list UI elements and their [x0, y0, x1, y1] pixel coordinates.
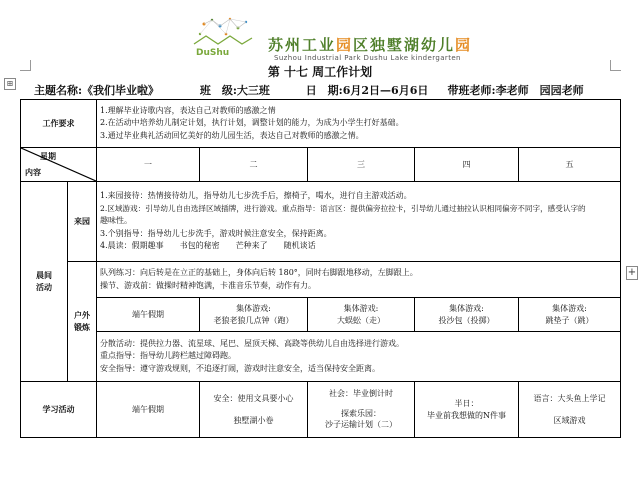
work-requirements-cell [97, 100, 621, 148]
learning-mon: 端午假期 [97, 382, 200, 438]
day-header-tue: 二 [200, 148, 308, 182]
outdoor-mon: 端午假期 [97, 298, 200, 332]
school-logo [190, 14, 473, 62]
work-requirement-item: 3.通过毕业典礼活动回忆美好的幼儿园生活，表达自己对教师的感激之情。 [100, 130, 364, 140]
outdoor-tue: 集体游戏: 老狼老狼几点钟（跑） [200, 298, 308, 332]
theme-name: 主题名称:《我们毕业啦》 [34, 84, 160, 97]
arrival-cell [97, 182, 621, 262]
work-requirement-item: 1.理解毕业诗歌内容，表达自己对教师的感激之情 [100, 105, 276, 115]
scatter-item: 重点指导：指导幼儿跨栏越过障碍跑。 [100, 351, 236, 361]
date-range: 日 期:6月2日—6月6日 [305, 84, 429, 97]
brand-name-cn: 苏州工业园区独墅湖幼儿园 [268, 36, 473, 54]
learning-thu: 半日： 毕业前我想做的N件事 [415, 382, 519, 438]
arrival-item: 1.来园接待：热情接待幼儿，指导幼儿七步洗手后，擦椅子，喝水，进行自主游戏活动。 [100, 191, 412, 201]
learning-fri: 语言：大头鱼上学记 区域游戏 [519, 382, 621, 438]
arrival-item: 2.区域游戏：引导幼儿自由选择区域插牌，进行游戏。重点指导：语言区：提供偏旁拉拉卡，引导幼儿通过抽拉认识相同偏旁不同字，感受认字的 [100, 203, 586, 213]
scatter-item: 安全指导：遵守游戏规则，不追逐打闹，游戏时注意安全，适当保持安全距离。 [100, 363, 380, 373]
weekly-plan-table [20, 99, 621, 438]
brand-name-en: Suzhou Industrial Park Dushu Lake kindergarten [274, 54, 461, 62]
learning-wed: 社会：毕业倒计时 探索乐园： 沙子运输计划（二） [308, 382, 415, 438]
outdoor-thu: 集体游戏: 投沙包（投掷） [415, 298, 519, 332]
day-header-mon: 一 [97, 148, 200, 182]
teacher-names: 带班老师:李老师 园园老师 [447, 84, 584, 97]
arrival-item: 3.个别指导：指导幼儿七步洗手，游戏时候注意安全，保持距离。 [100, 228, 332, 238]
drill-item: 操节、游戏前：做操时精神饱满，卡准音乐节奏，动作有力。 [100, 280, 316, 290]
learning-activity-label: 学习活动 [21, 382, 97, 438]
day-header-thu: 四 [415, 148, 519, 182]
arrival-label: 来园 [68, 182, 97, 262]
learning-tue: 安全：使用文具要小心 独墅湖小卷 [200, 382, 308, 438]
class-name: 班 级:大三班 [199, 84, 270, 97]
scatter-activity-cell [97, 332, 621, 382]
corner-content-label: 内容 [25, 167, 41, 178]
work-requirements-label: 工作要求 [21, 100, 97, 148]
arrival-item: 趣味性。 [100, 215, 132, 225]
drill-cell [97, 262, 621, 298]
outdoor-exercise-label: 户外 锻炼 [68, 262, 97, 382]
week-content-corner [21, 148, 97, 182]
work-requirement-item: 2.在活动中培养幼儿制定计划，执行计划，调整计划的能力，为成为小学生打好基础。 [100, 118, 404, 128]
day-header-wed: 三 [308, 148, 415, 182]
table-add-row-icon[interactable]: + [627, 267, 637, 278]
corner-week-label: 星期 [40, 151, 56, 161]
day-header-fri: 五 [519, 148, 621, 182]
page-title: 第 十七 周工作计划 [267, 65, 373, 79]
morning-activity-label: 晨间 活动 [21, 182, 68, 382]
drill-item: 队列练习：向后转是在立正的基础上，身体向后转 180°，同时右脚跟地移动，左脚跟上。 [100, 267, 418, 277]
outdoor-fri: 集体游戏: 跳垫子（跳） [519, 298, 621, 332]
outdoor-wed: 集体游戏: 大蜈蚣（走） [308, 298, 415, 332]
scatter-item: 分散活动：提供拉力器、流星球、尾巴、屋顶天梯、高跷等供幼儿自由选择进行游戏。 [100, 338, 404, 348]
plan-meta-line [34, 82, 624, 98]
brand-short: DuShu [196, 48, 230, 58]
table-move-handle-icon[interactable]: ⊞ [4, 78, 16, 90]
arrival-item: 4.晨读：假期趣事 书包的秘密 芒种来了 随机谈话 [100, 241, 316, 251]
